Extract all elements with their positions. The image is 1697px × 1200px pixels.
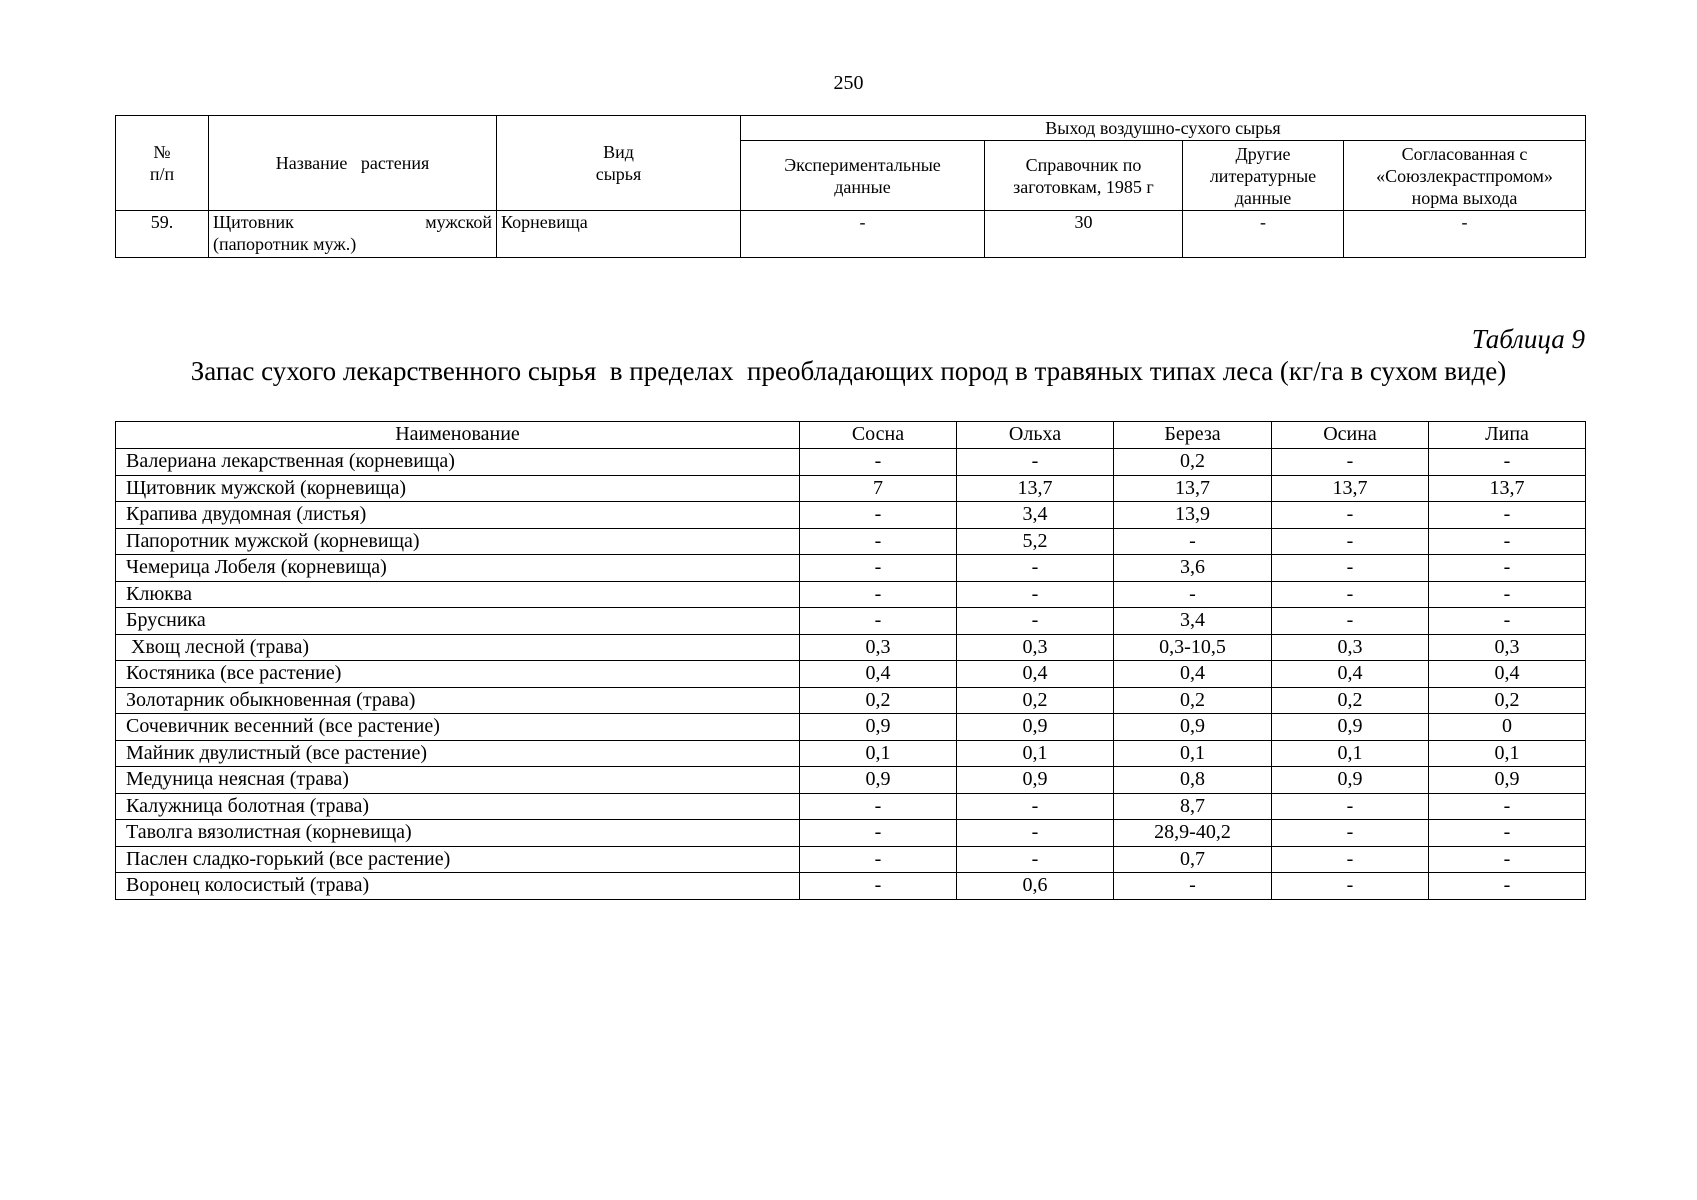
value-cell: 0,2	[1114, 449, 1272, 476]
table-title: Запас сухого лекарственного сырья в пределах преобладающих пород в травяных типах леса (кг/га в сухом виде)	[190, 356, 1507, 386]
cell-reference: 30	[985, 211, 1183, 258]
value-cell: -	[957, 820, 1114, 847]
col-header-species: Сосна	[800, 422, 957, 449]
value-cell: -	[800, 502, 957, 529]
table-row	[116, 820, 1586, 847]
cell-raw-type: Корневища	[497, 211, 741, 258]
col-header-agreed-norm: Согласованная с «Союзлекрастпромом» норма выхода	[1344, 141, 1586, 211]
value-cell: -	[800, 555, 957, 582]
plant-name-cell: Клюква	[116, 581, 800, 608]
value-cell: 0,4	[957, 661, 1114, 688]
value-cell: -	[1429, 608, 1586, 635]
value-cell: -	[800, 608, 957, 635]
col-header-yield-group: Выход воздушно-сухого сырья	[741, 116, 1586, 141]
value-cell: 13,7	[1114, 475, 1272, 502]
table-row	[116, 767, 1586, 794]
value-cell: 3,6	[1114, 555, 1272, 582]
value-cell: 28,9-40,2	[1114, 820, 1272, 847]
table-row	[116, 608, 1586, 635]
cell-other-literature: -	[1183, 211, 1344, 258]
table-row	[116, 661, 1586, 688]
plant-name-cell: Майник двулистный (все растение)	[116, 740, 800, 767]
value-cell: 5,2	[957, 528, 1114, 555]
value-cell: -	[1272, 846, 1429, 873]
plant-name-cell: Калужница болотная (трава)	[116, 793, 800, 820]
plant-name-cell: Золотарник обыкновенная (трава)	[116, 687, 800, 714]
value-cell: -	[800, 449, 957, 476]
value-cell: 13,7	[1429, 475, 1586, 502]
value-cell: -	[1429, 820, 1586, 847]
plant-name-cell: Чемерица Лобеля (корневища)	[116, 555, 800, 582]
value-cell: -	[1114, 581, 1272, 608]
col-header-name: Наименование	[116, 422, 800, 449]
value-cell: -	[1272, 820, 1429, 847]
col-header-experimental: Экспериментальные данные	[741, 141, 985, 211]
table-row	[116, 634, 1586, 661]
value-cell: 0,1	[957, 740, 1114, 767]
value-cell: -	[1272, 793, 1429, 820]
col-header-plant-name: Название растения	[209, 116, 497, 211]
cell-plant-name	[209, 211, 497, 258]
value-cell: -	[800, 581, 957, 608]
value-cell: 0,7	[1114, 846, 1272, 873]
value-cell: -	[1114, 528, 1272, 555]
value-cell: 0,9	[800, 714, 957, 741]
table-row	[116, 449, 1586, 476]
table-row	[116, 581, 1586, 608]
plant-name-cell: Паслен сладко-горький (все растение)	[116, 846, 800, 873]
value-cell: 0,9	[1114, 714, 1272, 741]
table-row	[116, 793, 1586, 820]
value-cell: 13,9	[1114, 502, 1272, 529]
value-cell: -	[800, 793, 957, 820]
value-cell: -	[1272, 449, 1429, 476]
value-cell: -	[1429, 581, 1586, 608]
value-cell: 8,7	[1114, 793, 1272, 820]
plant-name-cell: Крапива двудомная (листья)	[116, 502, 800, 529]
value-cell: 0,3	[957, 634, 1114, 661]
value-cell: 0,1	[800, 740, 957, 767]
value-cell: -	[800, 820, 957, 847]
value-cell: 0,2	[1429, 687, 1586, 714]
table-row	[116, 555, 1586, 582]
value-cell: 0,8	[1114, 767, 1272, 794]
value-cell: -	[1429, 793, 1586, 820]
value-cell: 0,3	[1272, 634, 1429, 661]
value-cell: -	[1272, 581, 1429, 608]
value-cell: 0,2	[957, 687, 1114, 714]
value-cell: 3,4	[957, 502, 1114, 529]
table-row	[116, 211, 1586, 258]
value-cell: -	[800, 873, 957, 900]
table-label: Таблица 9	[1471, 324, 1585, 354]
value-cell: -	[1272, 502, 1429, 529]
col-header-species: Липа	[1429, 422, 1586, 449]
plant-name-part-3: (папоротник муж.)	[213, 234, 357, 254]
value-cell: -	[1429, 873, 1586, 900]
value-cell: 3,4	[1114, 608, 1272, 635]
value-cell: 0,1	[1429, 740, 1586, 767]
value-cell: 0,9	[957, 714, 1114, 741]
value-cell: 0,1	[1114, 740, 1272, 767]
table-row	[116, 502, 1586, 529]
value-cell: 13,7	[957, 475, 1114, 502]
value-cell: 0,1	[1272, 740, 1429, 767]
value-cell: -	[957, 793, 1114, 820]
plant-name-cell: Хвощ лесной (трава)	[116, 634, 800, 661]
value-cell: 0,6	[957, 873, 1114, 900]
value-cell: 13,7	[1272, 475, 1429, 502]
col-header-species: Ольха	[957, 422, 1114, 449]
col-header-num: № п/п	[116, 116, 209, 211]
value-cell: -	[800, 846, 957, 873]
plant-name-cell: Валериана лекарственная (корневища)	[116, 449, 800, 476]
plant-name-cell: Щитовник мужской (корневища)	[116, 475, 800, 502]
value-cell: 0,3-10,5	[1114, 634, 1272, 661]
col-header-species: Осина	[1272, 422, 1429, 449]
table-row	[116, 740, 1586, 767]
value-cell: -	[1429, 555, 1586, 582]
col-header-species: Береза	[1114, 422, 1272, 449]
value-cell: 0,4	[1272, 661, 1429, 688]
value-cell: 0,9	[1272, 767, 1429, 794]
value-cell: -	[1272, 528, 1429, 555]
plant-name-cell: Костяника (все растение)	[116, 661, 800, 688]
value-cell: 7	[800, 475, 957, 502]
value-cell: -	[1272, 608, 1429, 635]
value-cell: 0,9	[1429, 767, 1586, 794]
value-cell: -	[957, 449, 1114, 476]
value-cell: 0,9	[1272, 714, 1429, 741]
cell-agreed-norm: -	[1344, 211, 1586, 258]
table-row	[116, 475, 1586, 502]
value-cell: -	[1272, 555, 1429, 582]
plant-name-cell: Медуница неясная (трава)	[116, 767, 800, 794]
value-cell: -	[1429, 449, 1586, 476]
plant-name-part-2: мужской	[425, 212, 492, 232]
col-header-reference: Справочник по заготовкам, 1985 г	[985, 141, 1183, 211]
plant-name-cell: Папоротник мужской (корневища)	[116, 528, 800, 555]
value-cell: 0	[1429, 714, 1586, 741]
value-cell: 0,9	[957, 767, 1114, 794]
value-cell: 0,4	[1114, 661, 1272, 688]
table-row	[116, 873, 1586, 900]
value-cell: 0,4	[800, 661, 957, 688]
plant-name-part-1: Щитовник	[213, 212, 294, 232]
cell-num: 59.	[116, 211, 209, 258]
reserves-table	[115, 421, 1586, 900]
table-row	[116, 714, 1586, 741]
plant-name-cell: Таволга вязолистная (корневища)	[116, 820, 800, 847]
value-cell: 0,3	[800, 634, 957, 661]
value-cell: 0,4	[1429, 661, 1586, 688]
value-cell: 0,9	[800, 767, 957, 794]
value-cell: 0,2	[800, 687, 957, 714]
value-cell: -	[957, 846, 1114, 873]
value-cell: 0,3	[1429, 634, 1586, 661]
col-header-other-literature: Другие литературные данные	[1183, 141, 1344, 211]
value-cell: -	[1114, 873, 1272, 900]
cell-experimental: -	[741, 211, 985, 258]
plant-name-cell: Сочевичник весенний (все растение)	[116, 714, 800, 741]
table-row	[116, 846, 1586, 873]
table-row	[116, 687, 1586, 714]
plant-name-cell: Брусника	[116, 608, 800, 635]
value-cell: -	[1429, 502, 1586, 529]
value-cell: 0,2	[1272, 687, 1429, 714]
value-cell: -	[957, 581, 1114, 608]
table-row	[116, 528, 1586, 555]
value-cell: -	[800, 528, 957, 555]
value-cell: -	[1272, 873, 1429, 900]
yield-table	[115, 115, 1586, 258]
col-header-raw-type: Вид сырья	[497, 116, 741, 211]
value-cell: -	[957, 608, 1114, 635]
value-cell: -	[1429, 528, 1586, 555]
value-cell: -	[1429, 846, 1586, 873]
page-number: 250	[833, 72, 864, 94]
value-cell: 0,2	[1114, 687, 1272, 714]
plant-name-cell: Воронец колосистый (трава)	[116, 873, 800, 900]
value-cell: -	[957, 555, 1114, 582]
